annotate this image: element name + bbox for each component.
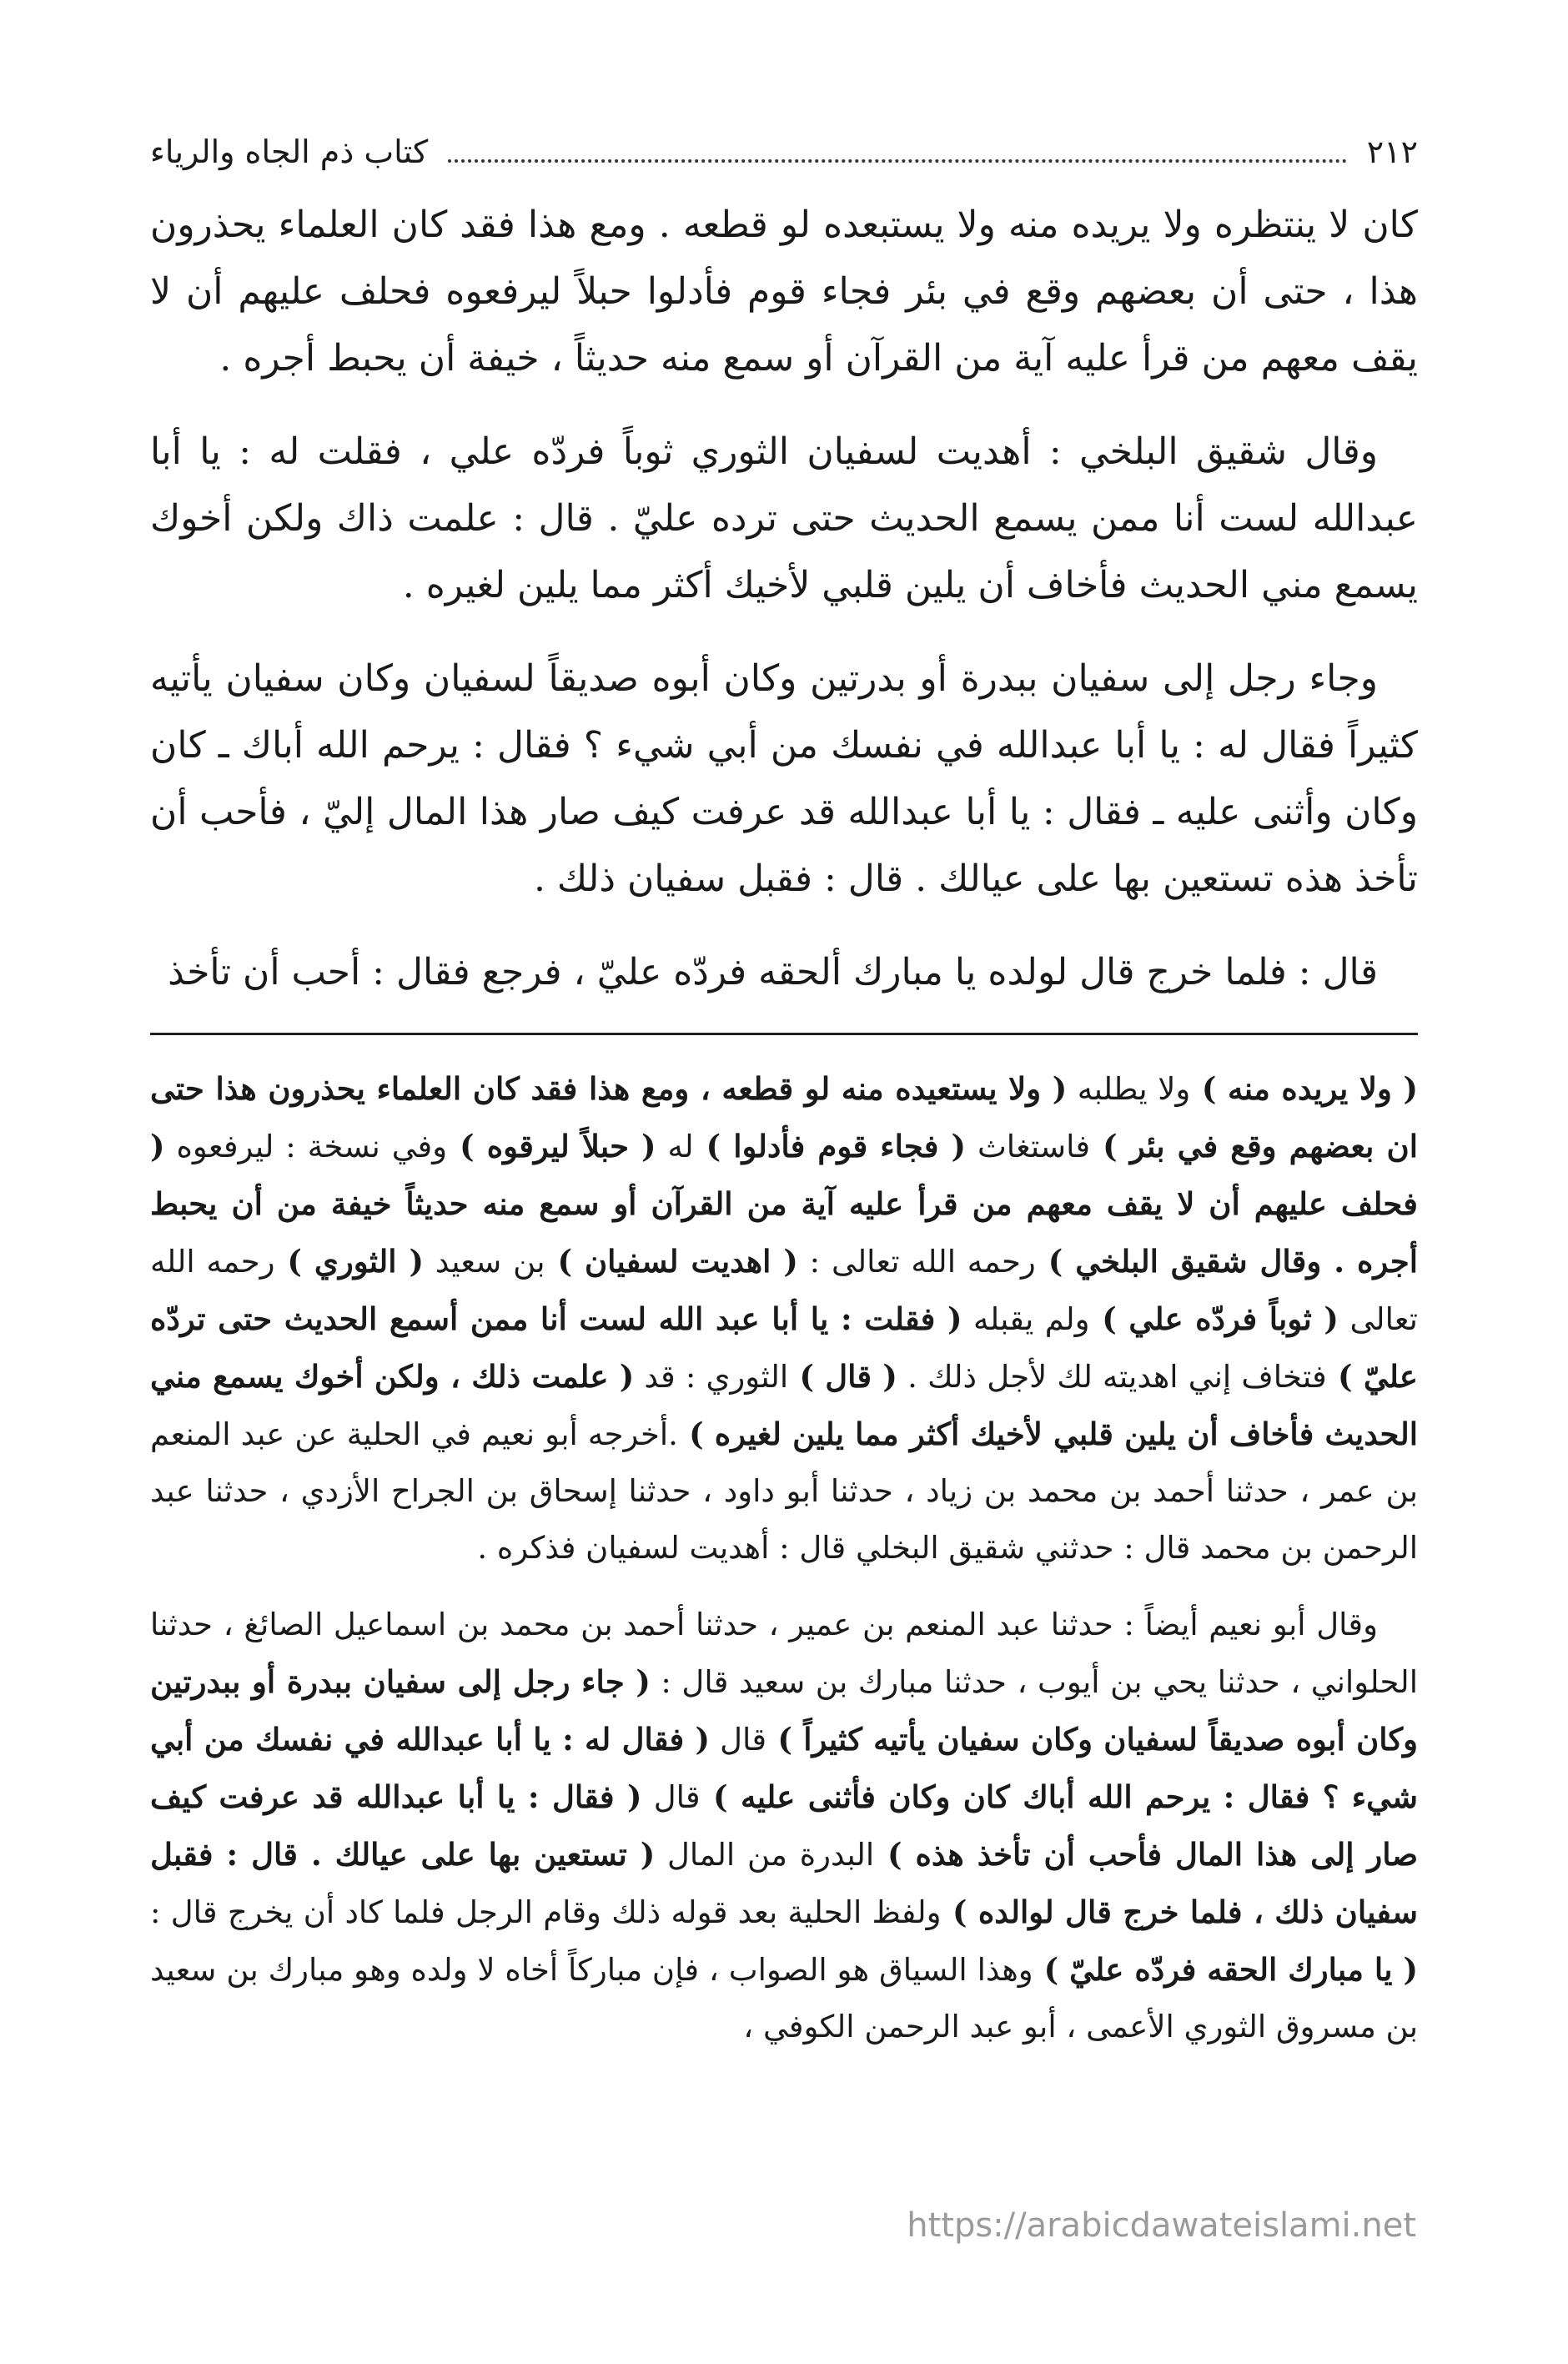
main-text <box>150 192 1418 1006</box>
quoted-text: ( قال ) <box>788 1358 897 1395</box>
quoted-text: ( علمت ذلك ، ولكن أخوك يسمع مني الحديث فأخاف أن يلين قلبي لأخيك أكثر مما يلين لغيره ) <box>150 1358 1418 1452</box>
commentary-text: قال <box>709 1722 767 1758</box>
quoted-text: ( فقال : يا أبا عبدالله قد عرفت كيف صار إلى هذا المال فأحب أن تأخذ هذه ) <box>150 1778 1418 1873</box>
commentary-text: ولا يطلبه <box>1067 1071 1191 1107</box>
header-dotted-leader <box>448 159 1347 163</box>
page-number: ٢١٢ <box>1366 133 1418 170</box>
main-paragraph: كان لا ينتظره ولا يريده منه ولا يستبعده لو قطعه . ومع هذا فقد كان العلماء يحذرون هذا ، حتى أن بعضهم وقع في بئر فجاء قوم فأدلوا حبلاً ليرفعوه فحلف عليهم أن لا يقف معهم من قرأ عليه آية من القرآن أو سمع منه حديثاً ، خيفة أن يحبط أجره . <box>150 204 1418 380</box>
commentary-text: وهذا السياق هو الصواب ، فإن مباركاً أخاه لا ولده وهو مبارك بن سعيد بن مسروق الثوري الأعمى ، أبو عبد الرحمن الكوفي ، <box>150 1952 1418 2045</box>
commentary-text: فاستغاث <box>966 1129 1091 1164</box>
commentary-text: وقال أبو نعيم أيضاً : حدثنا عبد المنعم بن عمير ، حدثنا أحمد بن محمد بن اسماعيل الصائغ ، حدثنا الحلواني ، حدثنا يحي بن أيوب ، حدثنا مبارك بن سعيد قال : <box>150 1607 1418 1700</box>
quoted-text: ( يا مبارك الحقه فردّه عليّ ) <box>1033 1951 1418 1988</box>
quoted-text: ( ولا يستعيده منه لو قطعه ، ومع هذا فقد كان العلماء يحذرون هذا حتى ان بعضهم وقع في بئر ) <box>150 1070 1418 1164</box>
commentary <box>150 1060 1418 2055</box>
commentary-text: بن سعيد <box>423 1244 545 1280</box>
quoted-text: ( اهديت لسفيان ) <box>545 1243 798 1280</box>
footnote-divider <box>150 1033 1418 1035</box>
commentary-text: رحمه الله تعالى <box>150 1244 1418 1337</box>
quoted-text: ( فقال له : يا أبا عبدالله في نفسك من أبي شيء ؟ فقال : يرحم الله أباك كان وكان فأثنى عليه ) <box>150 1721 1418 1815</box>
quoted-text: ( فحلف عليهم أن لا يقف معهم من قرأ عليه آية من القرآن أو سمع منه حديثاً خيفة من أن يحبط أجره . وقال شقيق البلخي ) <box>150 1128 1418 1280</box>
commentary-text: الثوري : قد <box>634 1359 789 1395</box>
watermark-url: https://arabicdawateislami.net <box>907 2206 1416 2245</box>
commentary-text: له <box>656 1129 694 1164</box>
commentary-text: رحمه الله تعالى : <box>797 1244 1036 1280</box>
book-page <box>150 133 1418 2075</box>
commentary-paragraph <box>150 1060 1418 1577</box>
quoted-text: ( ثوباً فردّه علي ) <box>1089 1300 1339 1337</box>
quoted-text: ( تستعين بها على عيالك . قال : فقبل سفيان ذلك ، فلما خرج قال لوالده ) <box>150 1836 1418 1930</box>
main-paragraph: وجاء رجل إلى سفيان ببدرة أو بدرتين وكان أبوه صديقاً لسفيان وكان سفيان يأتيه كثيراً فقال له : يا أبا عبدالله في نفسك من أبي شيء ؟ فقال : يرحم الله أباك ـ كان وكان وأثنى عليه ـ فقال : يا أبا عبدالله قد عرفت كيف صار هذا المال إليّ ، فأحب أن تأخذ هذه تستعين بها على عيالك . قال : فقبل سفيان ذلك . <box>150 657 1418 900</box>
quoted-text: ( حبلاً ليرقوه ) <box>447 1128 656 1164</box>
main-paragraph: قال : فلما خرج قال لولده يا مبارك ألحقه فردّه عليّ ، فرجع فقال : أحب أن تأخذ <box>168 951 1378 993</box>
main-paragraph: وقال شقيق البلخي : أهديت لسفيان الثوري ثوباً فردّه علي ، فقلت له : يا أبا عبدالله لست أنا ممن يسمع الحديث حتى ترده عليّ . قال : علمت ذاك ولكن أخوك يسمع مني الحديث فأخاف أن يلين قلبي لأخيك أكثر مما يلين لغيره . <box>150 430 1418 606</box>
commentary-text: .أخرجه أبو نعيم في الحلية عن عبد المنعم بن عمر ، حدثنا أحمد بن محمد بن زياد ، حدثنا أبو داود ، حدثنا إسحاق بن الجراح الأزدي ، حدثنا عبد الرحمن بن محمد قال : حدثني شقيق البخلي قال : أهديت لسفيان فذكره . <box>150 1416 1418 1566</box>
commentary-text: البدرة من المال <box>655 1837 875 1873</box>
quoted-text: ( فقلت : يا أبا عبد الله لست أنا ممن أسمع الحديث حتى تردّه عليّ ) <box>150 1300 1419 1395</box>
quoted-text: ( ولا يريده منه ) <box>1190 1070 1418 1107</box>
commentary-paragraph <box>150 1597 1418 2055</box>
running-header <box>150 133 1418 192</box>
commentary-text: فتخاف إني اهديته لك لأجل ذلك . <box>897 1359 1327 1395</box>
commentary-text: وفي نسخة : ليرفعوه <box>164 1129 448 1164</box>
commentary-text: ولفظ الحلية بعد قوله ذلك وقام الرجل فلما كاد أن يخرج قال : <box>150 1894 942 1930</box>
commentary-text: ولم يقبله <box>962 1301 1090 1337</box>
commentary-text: قال <box>641 1779 701 1815</box>
book-title: كتاب ذم الجاه والرياء <box>150 133 429 170</box>
quoted-text: ( جاء رجل إلى سفيان ببدرة أو ببدرتين وكان أبوه صديقاً لسفيان وكان سفيان يأتيه كثيراً ) <box>150 1663 1418 1758</box>
quoted-text: ( فجاء قوم فأدلوا ) <box>693 1128 967 1164</box>
quoted-text: ( الثوري ) <box>274 1243 424 1280</box>
